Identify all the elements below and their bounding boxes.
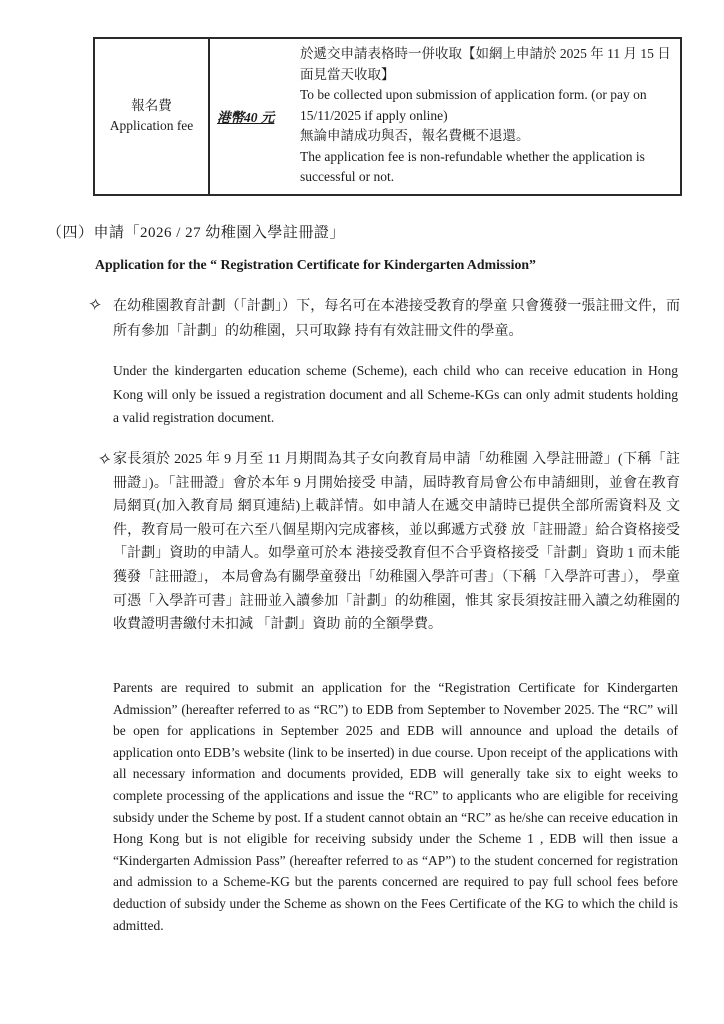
fee-detail-en-1: To be collected upon submission of application form. (or pay on 15/11/2025 if apply online) (300, 87, 647, 123)
fee-detail-en-2: The application fee is non-refundable whether the application is successful or not. (300, 148, 645, 185)
fee-label-zh: 報名費 (131, 98, 172, 114)
section-heading-zh: （四）申請「2026 / 27 幼稚園入學註冊證」 (47, 225, 345, 241)
application-fee-table (93, 37, 682, 196)
fee-amount-value: 港幣40 元 (217, 110, 275, 126)
fee-detail-zh-2: 無論申請成功與否，報名費概不退還。 (300, 128, 530, 144)
fee-label-en: Application fee (109, 118, 194, 134)
four-pointed-star-icon: ✧ (86, 294, 104, 316)
bullet-1-text-zh: 在幼稚園教育計劃（「計劃」）下，每名可在本港接受教育的學童 只會獲發一張註冊文件，而所有參加「計劃」的幼稚園，只可取錄 持有有效註冊文件的學童。 (113, 299, 680, 339)
fee-detail-zh-1: 於遞交申請表格時一併收取【如網上申請於 2025 年 11 月 15 日面見當天收取】 (300, 46, 671, 82)
fee-details-cell (300, 39, 680, 194)
bullet-2-text-en: Parents are required to submit an application for the “Registration Certificate for Kindergarten Admission” (hereafter referred to as “RC”) to EDB from September to November 2025. The “RC” will be open for applications in September 2025 and EDB will announce and upload the details of application onto EDB’s website (link to be inserted) in due course. Upon receipt of the applications with all necessary information and documents provided, EDB will generally take six to eight weeks to complete processing of the applications and issue the “RC” to applicants who are eligible for receiving subsidy under the Scheme by post. If a student cannot obtain an “RC” as he/she can receive education in Hong Kong but is not eligible for receiving subsidy under the Scheme 1 , EDB will then issue a “Kindergarten Admission Pass” (hereafter referred to as “AP”) to the student concerned for registration and admission to a Scheme-KG but the parents concerned are required to pay full school fees before deduction of subsidy under the Scheme as shown on the Fees Certificate of the KG to which the child is admitted. (113, 680, 678, 933)
bullet-1-text-en: Under the kindergarten education scheme (Scheme), each child who can receive education in Hong Kong will only be issued a registration document and all Scheme-KGs can only admit students holding a valid registration document. (113, 363, 678, 426)
fee-label-cell (95, 39, 210, 194)
bullet-2-text-zh: 家長須於 2025 年 9 月至 11 月期間為其子女向教育局申請「幼稚園 入學註冊證」(下稱「註冊證」)。「註冊證」會於本年 9 月開始接受 申請，屆時教育局會公布申請細則，並會在教育局網頁(加入教育局 網頁連結)上載詳情。如申請人在遞交申請時已提供全部所需資料及 文件，教育局一般可在六至八個星期內完成審核，並以郵遞方式發 放「註冊證」給合資格接受「計劃」資助的申請人。如學童可於本 港接受教育但不合乎資格接受「計劃」資助 1 而未能獲發「註冊證」， 本局會為有關學童發出「幼稚園入學許可書」（下稱「入學許可書」）， 學童可憑「入學許可書」註冊並入讀參加「計劃」的幼稚園，惟其 家長須按註冊入讀之幼稚園的收費證明書繳付未扣減 「計劃」資助 前的全額學費。 (113, 452, 680, 633)
bullet-item-1 (86, 294, 680, 344)
fee-amount-cell (210, 39, 300, 194)
section-heading-en: Application for the “ Registration Certificate for Kindergarten Admission” (95, 257, 536, 272)
four-pointed-star-icon: ✧ (96, 449, 114, 470)
bullet-item-2 (86, 448, 680, 637)
